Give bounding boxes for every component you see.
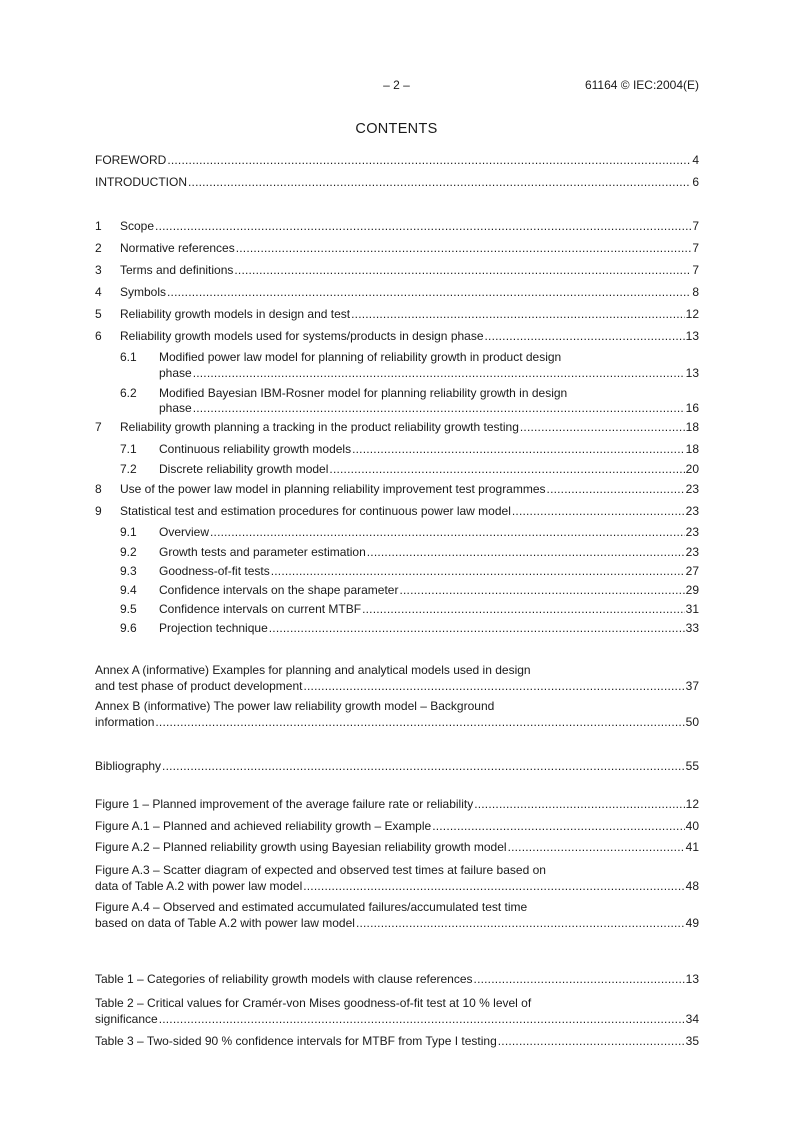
toc-entry-table[interactable]: [95, 1033, 699, 1049]
toc-clause-number: 1: [95, 219, 102, 233]
toc-entry-text: Use of the power law model in planning reliability improvement test programmes: [120, 482, 546, 496]
toc-entry-clause[interactable]: [95, 284, 699, 300]
toc-entry-text: Discrete reliability growth model: [159, 462, 329, 476]
toc-entry-continuation[interactable]: [159, 400, 699, 416]
toc-entry-annex-a[interactable]: [95, 662, 531, 678]
toc-entry-text: Statistical test and estimation procedures for continuous power law model: [120, 504, 511, 518]
toc-page-number: 27: [685, 564, 699, 578]
toc-entry-text: Continuous reliability growth models: [159, 442, 352, 456]
toc-entry-subclause[interactable]: [120, 441, 699, 457]
toc-clause-number: 2: [95, 241, 102, 255]
toc-entry-text: Normative references: [120, 241, 235, 255]
toc-entry-text: phase: [159, 366, 192, 380]
toc-page-number: 12: [685, 307, 699, 321]
toc-entry-text: INTRODUCTION: [95, 175, 187, 189]
toc-entry-text: Figure 1 – Planned improvement of the average failure rate or reliability: [95, 797, 474, 811]
toc-entry-clause[interactable]: [95, 481, 699, 497]
toc-page-number: 48: [685, 879, 699, 893]
toc-entry-clause[interactable]: [95, 419, 699, 435]
toc-clause-number: 9.4: [120, 583, 137, 597]
toc-entry-table[interactable]: [95, 971, 699, 987]
toc-page-number: 18: [685, 420, 699, 434]
toc-entry-text: FOREWORD: [95, 153, 167, 167]
toc-entry-bibliography[interactable]: [95, 758, 699, 774]
toc-page-number: 55: [685, 759, 699, 773]
toc-entry-text: Reliability growth planning a tracking in the product reliability growth testing: [120, 420, 519, 434]
toc-clause-number: 7.2: [120, 462, 137, 476]
toc-entry-text: Table 2 – Critical values for Cramér-von Mises goodness-of-fit test at 10 % level of: [95, 996, 532, 1010]
toc-page-number: 12: [685, 797, 699, 811]
toc-entry-text: Goodness-of-fit tests: [159, 564, 270, 578]
toc-entry-subclause[interactable]: [120, 582, 699, 598]
toc-clause-number: 7: [95, 420, 102, 434]
toc-page-number: 35: [685, 1034, 699, 1048]
toc-page-number: 4: [692, 153, 699, 167]
toc-page-number: 13: [685, 366, 699, 380]
toc-entry-subclause[interactable]: [120, 385, 567, 401]
toc-entry-table[interactable]: [95, 995, 531, 1011]
toc-entry-text: based on data of Table A.2 with power law model: [95, 916, 355, 930]
toc-entry-text: phase: [159, 401, 192, 415]
toc-entry-clause[interactable]: [95, 240, 699, 256]
toc-entry-subclause[interactable]: [120, 601, 699, 617]
toc-entry-text: Figure A.2 – Planned reliability growth using Bayesian reliability growth model: [95, 840, 507, 854]
toc-entry-text: Bibliography: [95, 759, 162, 773]
toc-entry-continuation[interactable]: [159, 365, 699, 381]
toc-page-number: 6: [692, 175, 699, 189]
toc-entry-text: Confidence intervals on current MTBF: [159, 602, 362, 616]
toc-entry-text: Figure A.4 – Observed and estimated accumulated failures/accumulated test time: [95, 900, 528, 914]
toc-page-number: 18: [685, 442, 699, 456]
toc-entry-text: Reliability growth models used for systems/products in design phase: [120, 329, 484, 343]
toc-entry-clause[interactable]: [95, 328, 699, 344]
toc-entry-clause[interactable]: [95, 306, 699, 322]
toc-entry-figure[interactable]: [95, 839, 699, 855]
toc-entry-clause[interactable]: [95, 218, 699, 234]
toc-entry-text: Modified power law model for planning of reliability growth in product design: [159, 350, 562, 364]
toc-clause-number: 9.3: [120, 564, 137, 578]
toc-clause-number: 9.5: [120, 602, 137, 616]
toc-entry-figure[interactable]: [95, 899, 527, 915]
toc-page-number: 20: [685, 462, 699, 476]
toc-entry-text: data of Table A.2 with power law model: [95, 879, 303, 893]
toc-clause-number: 6: [95, 329, 102, 343]
toc-clause-number: 4: [95, 285, 102, 299]
toc-entry-text: and test phase of product development: [95, 679, 303, 693]
toc-entry-subclause[interactable]: [120, 524, 699, 540]
toc-page-number: 13: [685, 329, 699, 343]
toc-clause-number: 6.1: [120, 350, 137, 364]
toc-entry-text: Modified Bayesian IBM-Rosner model for planning reliability growth in design: [159, 386, 568, 400]
toc-entry-continuation[interactable]: [95, 678, 699, 694]
toc-entry-continuation[interactable]: [95, 915, 699, 931]
toc-entry-text: Table 3 – Two-sided 90 % confidence intervals for MTBF from Type I testing: [95, 1034, 497, 1048]
toc-entry-text: Reliability growth models in design and test: [120, 307, 351, 321]
toc-page-number: 33: [685, 621, 699, 635]
toc-entry-text: Projection technique: [159, 621, 268, 635]
toc-page-number: 41: [685, 840, 699, 854]
toc-entry-subclause[interactable]: [120, 563, 699, 579]
toc-entry-annex-b[interactable]: [95, 698, 494, 714]
toc-page-number: 7: [692, 219, 699, 233]
toc-entry-continuation[interactable]: [95, 878, 699, 894]
toc-entry-clause[interactable]: [95, 503, 699, 519]
toc-page-number: 23: [685, 504, 699, 518]
toc-entry-introduction[interactable]: [95, 174, 699, 190]
toc-clause-number: 7.1: [120, 442, 137, 456]
toc-entry-text: Symbols: [120, 285, 167, 299]
toc-entry-clause[interactable]: [95, 262, 699, 278]
toc-page-number: 23: [685, 545, 699, 559]
toc-entry-text: Overview: [159, 525, 210, 539]
toc-page-number: 34: [685, 1012, 699, 1026]
toc-entry-subclause[interactable]: [120, 544, 699, 560]
toc-entry-text: Terms and definitions: [120, 263, 234, 277]
toc-clause-number: 9.6: [120, 621, 137, 635]
toc-page-number: 23: [685, 482, 699, 496]
toc-entry-text: Scope: [120, 219, 155, 233]
toc-entry-text: information: [95, 715, 155, 729]
toc-clause-number: 3: [95, 263, 102, 277]
document-code: 61164 © IEC:2004(E): [584, 78, 699, 92]
toc-entry-subclause[interactable]: [120, 461, 699, 477]
toc-clause-number: 9.2: [120, 545, 137, 559]
toc-page-number: 31: [685, 602, 699, 616]
toc-page-number: 7: [692, 241, 699, 255]
toc-clause-number: 5: [95, 307, 102, 321]
toc-page-number: 50: [685, 715, 699, 729]
toc-entry-continuation[interactable]: [95, 714, 699, 730]
toc-page-number: 16: [685, 401, 699, 415]
toc-entry-subclause[interactable]: [120, 620, 699, 636]
toc-entry-text: Figure A.3 – Scatter diagram of expected and observed test times at failure based on: [95, 863, 546, 877]
toc-clause-number: 9: [95, 504, 102, 518]
contents-title: CONTENTS: [355, 121, 438, 137]
toc-entry-text: Table 1 – Categories of reliability growth models with clause references: [95, 972, 473, 986]
toc-entry-figure[interactable]: [95, 862, 546, 878]
toc-page-number: 49: [685, 916, 699, 930]
toc-page-number: 13: [685, 972, 699, 986]
toc-entry-figure[interactable]: [95, 796, 699, 812]
toc-entry-text: Annex A (informative) Examples for planning and analytical models used in design: [95, 663, 531, 677]
toc-entry-subclause[interactable]: [120, 349, 561, 365]
toc-entry-continuation[interactable]: [95, 1011, 699, 1027]
page-number: – 2 –: [383, 78, 410, 92]
toc-clause-number: 8: [95, 482, 102, 496]
toc-page-number: 23: [685, 525, 699, 539]
toc-entry-text: Growth tests and parameter estimation: [159, 545, 366, 559]
toc-page-number: 40: [685, 819, 699, 833]
toc-entry-foreword[interactable]: [95, 152, 699, 168]
toc-entry-text: significance: [95, 1012, 158, 1026]
toc-clause-number: 9.1: [120, 525, 137, 539]
toc-page-number: 7: [692, 263, 699, 277]
toc-entry-figure[interactable]: [95, 818, 699, 834]
toc-entry-text: Annex B (informative) The power law reliability growth model – Background: [95, 699, 495, 713]
toc-page-number: 29: [685, 583, 699, 597]
toc-page-number: 8: [692, 285, 699, 299]
toc-page-number: 37: [685, 679, 699, 693]
toc-entry-text: Confidence intervals on the shape parameter: [159, 583, 399, 597]
toc-entry-text: Figure A.1 – Planned and achieved reliability growth – Example: [95, 819, 432, 833]
toc-clause-number: 6.2: [120, 386, 137, 400]
